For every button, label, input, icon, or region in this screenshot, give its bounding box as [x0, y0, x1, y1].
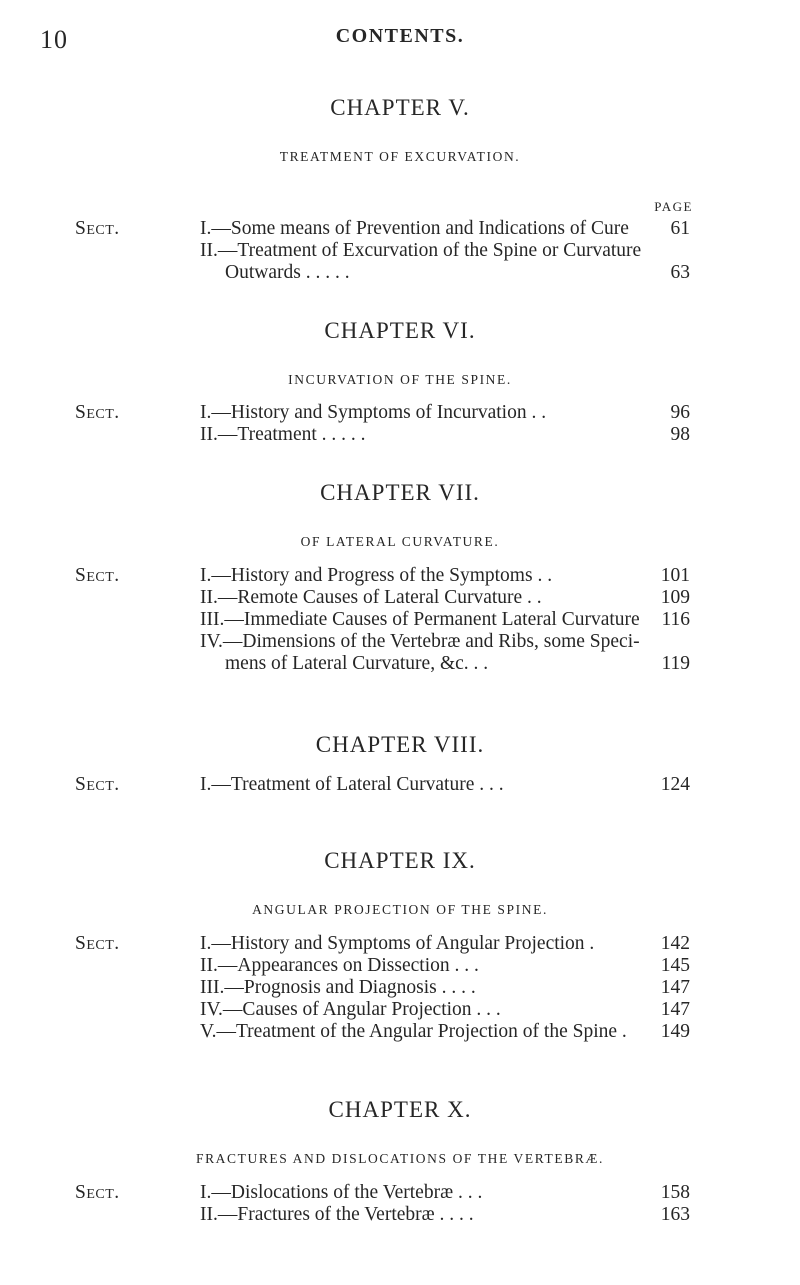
toc-entry	[0, 977, 800, 999]
running-head	[0, 25, 800, 65]
entry-text: II.—Fractures of the Vertebræ . . . .	[200, 1204, 474, 1225]
chapter-title: CHAPTER V.	[330, 95, 470, 120]
toc-entry	[0, 240, 800, 262]
entry-page: 145	[660, 955, 690, 976]
chapter-x	[0, 1097, 800, 1167]
chapter-title: CHAPTER VIII.	[315, 732, 485, 757]
entry-text: V.—Treatment of the Angular Projection of the Spine .	[200, 1021, 627, 1042]
toc-entry	[0, 774, 800, 796]
toc-entry	[0, 587, 800, 609]
page-column-header: PAGE	[654, 199, 693, 214]
entry-page: 96	[670, 402, 690, 423]
toc-entry	[0, 402, 800, 424]
entry-text: II.—Remote Causes of Lateral Curvature . .	[200, 587, 542, 608]
entry-text: I.—History and Symptoms of Angular Projection .	[200, 933, 595, 954]
toc-entry	[0, 1204, 800, 1226]
chapter-title: CHAPTER IX.	[324, 848, 476, 873]
chapter-title: CHAPTER VI.	[324, 318, 476, 343]
toc-entry	[0, 1182, 800, 1204]
chapter-vii-entries	[0, 565, 800, 675]
entry-page: 149	[660, 1021, 690, 1042]
entry-page: 124	[660, 774, 690, 795]
toc-entry	[0, 609, 800, 631]
chapter-subtitle: TREATMENT OF EXCURVATION.	[279, 149, 521, 164]
entry-page: 101	[660, 565, 690, 586]
toc-entry	[0, 424, 800, 446]
sect-label: Sect.	[75, 1182, 120, 1203]
toc-entry	[0, 999, 800, 1021]
chapter-viii-entries	[0, 774, 800, 796]
chapter-x-entries	[0, 1182, 800, 1226]
entry-page: 63	[670, 262, 690, 283]
entry-page: 147	[660, 999, 690, 1020]
toc-entry	[0, 262, 800, 284]
entry-text: mens of Lateral Curvature, &c. . .	[225, 653, 489, 674]
entry-text: IV.—Dimensions of the Vertebræ and Ribs, some Speci-	[200, 631, 640, 652]
entry-page: 116	[661, 609, 690, 630]
entry-text: II.—Treatment of Excurvation of the Spine or Curvature	[200, 240, 642, 261]
toc-entry	[0, 218, 800, 240]
entry-page: 147	[660, 977, 690, 998]
toc-entry	[0, 631, 800, 653]
chapter-ix-entries	[0, 933, 800, 1043]
chapter-subtitle: FRACTURES AND DISLOCATIONS OF THE VERTEBRÆ.	[195, 1151, 605, 1166]
entry-text: I.—History and Symptoms of Incurvation . .	[200, 402, 547, 423]
entry-page: 61	[670, 218, 690, 239]
entry-page: 98	[670, 424, 690, 445]
toc-entry	[0, 955, 800, 977]
chapter-v-entries	[0, 218, 800, 284]
chapter-subtitle: OF LATERAL CURVATURE.	[300, 534, 500, 549]
entry-text: I.—Some means of Prevention and Indications of Cure	[200, 218, 629, 239]
page-number: 10	[40, 25, 68, 54]
chapter-viii	[0, 732, 800, 758]
chapter-ix	[0, 848, 800, 918]
chapter-vi-entries	[0, 402, 800, 446]
running-title: CONTENTS.	[335, 25, 465, 47]
entry-text: I.—Dislocations of the Vertebræ . . .	[200, 1182, 483, 1203]
entry-page: 119	[661, 653, 690, 674]
entry-text: IV.—Causes of Angular Projection . . .	[200, 999, 501, 1020]
chapter-vi	[0, 318, 800, 388]
chapter-subtitle: ANGULAR PROJECTION OF THE SPINE.	[252, 902, 548, 917]
chapter-title: CHAPTER VII.	[320, 480, 480, 505]
entry-page: 142	[660, 933, 690, 954]
entry-page: 158	[660, 1182, 690, 1203]
entry-page: 109	[660, 587, 690, 608]
entry-text: II.—Treatment . . . . .	[200, 424, 366, 445]
entry-text: III.—Immediate Causes of Permanent Lateral Curvature	[200, 609, 640, 630]
entry-text: I.—History and Progress of the Symptoms . .	[200, 565, 553, 586]
entry-text: Outwards . . . . .	[225, 262, 350, 283]
sect-label: Sect.	[75, 402, 120, 423]
toc-entry	[0, 1021, 800, 1043]
chapter-title: CHAPTER X.	[328, 1097, 472, 1122]
sect-label: Sect.	[75, 774, 120, 795]
toc-entry	[0, 653, 800, 675]
toc-entry	[0, 565, 800, 587]
toc-entry	[0, 933, 800, 955]
chapter-v	[0, 95, 800, 165]
entry-text: II.—Appearances on Dissection . . .	[200, 955, 479, 976]
chapter-vii	[0, 480, 800, 550]
sect-label: Sect.	[75, 565, 120, 586]
entry-text: I.—Treatment of Lateral Curvature . . .	[200, 774, 504, 795]
chapter-subtitle: INCURVATION OF THE SPINE.	[288, 372, 512, 387]
sect-label: Sect.	[75, 933, 120, 954]
entry-page: 163	[660, 1204, 690, 1225]
entry-text: III.—Prognosis and Diagnosis . . . .	[200, 977, 476, 998]
sect-label: Sect.	[75, 218, 120, 239]
